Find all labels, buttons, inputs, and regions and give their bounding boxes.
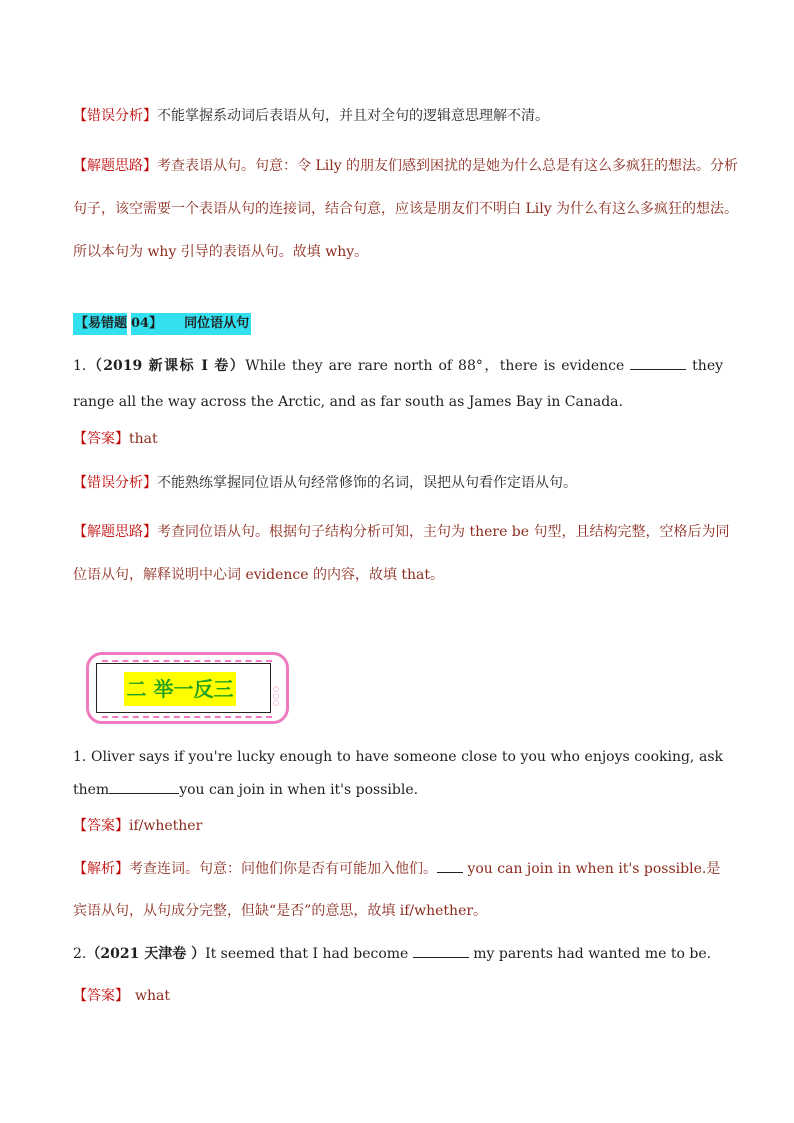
- practice-1-analysis-line2: 宾语从句，从句成分完整，但缺“是否”的意思，故填 if/whether。: [73, 903, 488, 919]
- practice-2-answer: [73, 986, 723, 1006]
- practice-2-line1: [73, 943, 723, 964]
- analysis-text-c: 是: [706, 861, 721, 877]
- practice-1-line2: [73, 779, 723, 800]
- practice-2-source: （2021 天津卷 ）: [86, 946, 206, 962]
- analysis-text-a: 考查连词。句意：问他们你是否有可能加入他们。: [129, 861, 437, 877]
- answer-text: if/whether: [129, 818, 203, 834]
- answer-text: that: [129, 431, 158, 447]
- question-1-line2: range all the way across the Arctic, and as far south as James Bay in Canada.: [73, 394, 623, 410]
- practice-2-text-a: It seemed that I had become: [205, 946, 409, 962]
- question-1-text-b: they: [692, 358, 724, 374]
- question-1-line1: [73, 355, 723, 376]
- question-1-source: （2019 新课标 I 卷）: [86, 358, 246, 374]
- section-tag-part2: 04】: [131, 316, 163, 331]
- practice-1-text-b: you can join in when it's possible.: [179, 782, 419, 798]
- analysis-text-b: you can join in when it's possible.: [463, 861, 707, 877]
- practice-1-text: Oliver says if you're lucky enough to have someone close to you who enjoys cooking, ask: [90, 749, 723, 765]
- practice-1-answer: [73, 816, 723, 836]
- section-frame-dash-bottom: [102, 716, 272, 718]
- section-frame-dots-icon: ○ ○ ○: [273, 685, 280, 707]
- error-analysis-1: [73, 106, 723, 126]
- solution-idea-1-line2: 句子，该空需要一个表语从句的连接词，结合句意，应该是朋友们不明白 Lily 为什么有这么多疯狂的想法。: [73, 201, 739, 217]
- answer-label: 【答案】: [73, 988, 129, 1004]
- error-analysis-text: 不能熟练掌握同位语从句经常修饰的名词，误把从句看作定语从句。: [157, 475, 577, 491]
- practice-1-analysis-line1: [73, 858, 723, 879]
- error-analysis-label: 【错误分析】: [73, 475, 157, 491]
- solution-idea-label: 【解题思路】: [73, 524, 157, 540]
- practice-1-blank: [109, 779, 179, 794]
- error-analysis-label: 【错误分析】: [73, 108, 157, 124]
- section-tag-part3: 同位语从句: [184, 316, 250, 331]
- practice-1-number: 1.: [73, 749, 87, 765]
- practice-1-line1: [73, 747, 723, 767]
- question-1-text-a: While they are rare north of 88°，there is evidence: [245, 358, 625, 374]
- question-1-number: 1.: [73, 358, 87, 374]
- section-tag-part1: 【易错题: [75, 316, 128, 331]
- analysis-blank: [437, 858, 463, 873]
- question-1-blank: [630, 355, 686, 370]
- question-1-error-analysis: [73, 473, 723, 493]
- practice-1-text-a: them: [73, 782, 110, 798]
- solution-idea-label: 【解题思路】: [73, 158, 157, 174]
- analysis-label: 【解析】: [73, 861, 129, 877]
- section-frame-dash-top: [102, 660, 272, 662]
- section-tag: [73, 313, 251, 335]
- answer-text: what: [135, 988, 170, 1004]
- solution-idea-text: 考查表语从句。句意：令 Lily 的朋友们感到困扰的是她为什么总是有这么多疯狂的想法。分析: [157, 158, 739, 174]
- practice-2-text-b: my parents had wanted me to be.: [473, 946, 712, 962]
- question-1-idea-line2: 位语从句，解释说明中心词 evidence 的内容，故填 that。: [73, 567, 445, 583]
- solution-idea-1-line3: 所以本句为 why 引导的表语从句。故填 why。: [73, 244, 369, 260]
- solution-idea-1-line1: [73, 156, 739, 176]
- section-title: 二 举一反三: [124, 672, 236, 706]
- question-1-answer: [73, 429, 723, 449]
- practice-2-number: 2.: [73, 946, 87, 962]
- answer-label: 【答案】: [73, 818, 129, 834]
- answer-label: 【答案】: [73, 431, 129, 447]
- question-1-idea-line1: [73, 522, 730, 542]
- solution-idea-text: 考查同位语从句。根据句子结构分析可知，主句为 there be 句型，且结构完整，空格后为同: [157, 524, 730, 540]
- error-analysis-text: 不能掌握系动词后表语从句，并且对全句的逻辑意思理解不清。: [157, 108, 549, 124]
- practice-2-blank: [413, 943, 469, 958]
